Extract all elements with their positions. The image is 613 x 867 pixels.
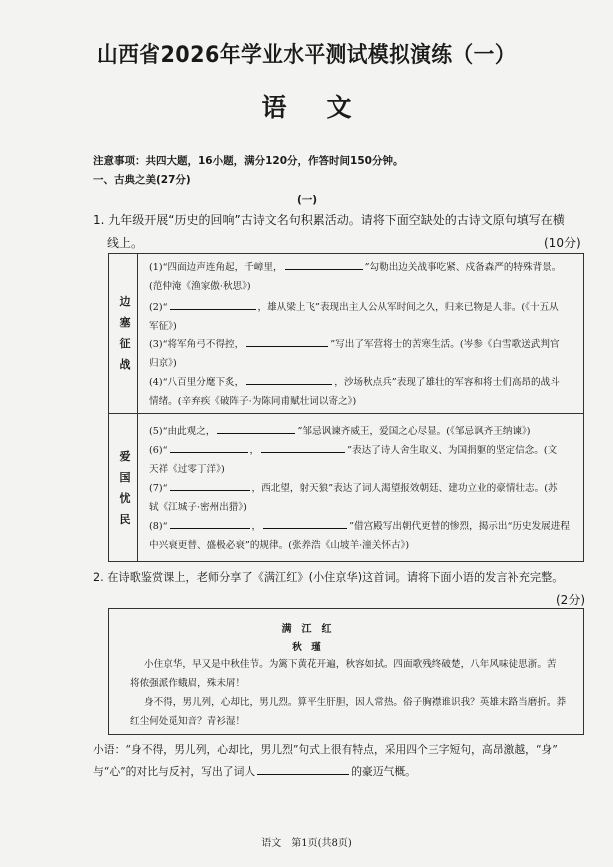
answer-blank-8b[interactable] bbox=[263, 527, 347, 529]
subject-title: 语文 bbox=[261, 93, 392, 122]
q2-answer-line2: 与“心”的对比与反衬，写出了词人 的豪迈气概。 bbox=[93, 765, 416, 778]
section-heading: 一、古典之美(27分) bbox=[93, 174, 191, 186]
item-2-source: 军征》) bbox=[149, 321, 177, 332]
item-8-source: 中兴衰更替、盛极必衰”的规律。(张养浩《山坡羊·潼关怀古》) bbox=[149, 540, 410, 551]
table-column-divider bbox=[137, 253, 138, 561]
category-patriotism: 爱 国 忧 民 bbox=[119, 450, 131, 526]
answer-blank-6a[interactable] bbox=[170, 451, 248, 453]
q1-score: (10分) bbox=[544, 236, 581, 250]
answer-blank-2[interactable] bbox=[170, 308, 256, 310]
answer-blank-5[interactable] bbox=[217, 432, 295, 434]
answer-blank-7[interactable] bbox=[170, 489, 250, 491]
exam-title: 山西省2026年学业水平测试模拟演练（一） bbox=[96, 43, 516, 68]
part-label: (一) bbox=[297, 194, 318, 206]
item-5: (5)“由此观之， ”邹忌讽谏齐威王，爱国之心尽显。(《邹忌讽齐王纳谏》) bbox=[149, 426, 531, 437]
answer-blank-8a[interactable] bbox=[170, 527, 250, 529]
answer-blank-6b[interactable] bbox=[261, 451, 345, 453]
answer-blank-q2[interactable] bbox=[257, 773, 349, 775]
item-4-source: 情绪。(辛弃疾《破阵子·为陈同甫赋壮词以寄之》) bbox=[149, 396, 357, 407]
q2-answer-line1: 小语：“身不得，男儿列，心却比，男儿烈”句式上很有特点，采用四个三字短句，高昂激越，“身” bbox=[93, 743, 558, 756]
item-3-source: 归京》) bbox=[149, 358, 177, 369]
notice-text: 注意事项：共四大题，16小题，满分120分，作答时间150分钟。 bbox=[93, 155, 404, 167]
poem-line-2: 将侬强派作蛾眉，殊未屑！ bbox=[130, 678, 246, 689]
item-4: (4)“八百里分麾下炙， ，沙场秋点兵”表现了雄壮的军容和将士们高昂的战斗 bbox=[149, 377, 560, 388]
item-7: (7)“ ，西北望，射天狼”表达了词人渴望报效朝廷、建功立业的豪情壮志。(苏 bbox=[149, 483, 558, 494]
poem-line-1: 小住京华，早又是中秋佳节。为篱下黄花开遍，秋容如拭。四面歌残终破楚，八年风味徒思浙。苦 bbox=[144, 659, 557, 670]
item-7-source: 轼《江城子·密州出猎》) bbox=[149, 502, 247, 513]
item-1: (1)“四面边声连角起，千嶂里， ”勾勒出边关战事吃紧、戍备森严的特殊背景。 bbox=[149, 262, 562, 273]
q2-line1: 2. 在诗歌鉴赏课上，老师分享了《满江红》(小住京华)这首词。请将下面小语的发言补充完整。 bbox=[93, 571, 564, 584]
item-8: (8)“ ， ”借宫殿写出朝代更替的惨烈，揭示出“历史发展进程 bbox=[149, 521, 570, 532]
table-row-divider bbox=[108, 413, 584, 414]
item-1-source: (范仲淹《渔家傲·秋思》) bbox=[149, 281, 251, 292]
poem-line-4: 红尘何处觅知音？青衫湿！ bbox=[130, 716, 246, 727]
q2-score: (2分) bbox=[556, 593, 585, 607]
category-frontier-war: 边 塞 征 战 bbox=[119, 295, 131, 371]
poem-body bbox=[130, 655, 580, 731]
poem-title: 满 江 红 bbox=[281, 624, 332, 635]
item-6: (6)“ ， ”表达了诗人舍生取义、为国捐躯的坚定信念。(文 bbox=[149, 445, 558, 456]
poem-author: 秋 瑾 bbox=[292, 642, 321, 653]
page-footer: 语文 第1页(共8页) bbox=[261, 838, 352, 849]
item-3: (3)“将军角弓不得控， ”写出了军营将士的苦寒生活。(岑参《白雪歌送武判官 bbox=[149, 339, 560, 350]
poem-line-3: 身不得，男儿列，心却比，男儿烈。算平生肝胆，因人常热。俗子胸襟谁识我？英雄末路当磨折。莽 bbox=[144, 697, 567, 708]
answer-blank-4[interactable] bbox=[246, 383, 332, 385]
answer-blank-3[interactable] bbox=[246, 345, 328, 347]
q1-line2: 线上。 bbox=[107, 236, 144, 250]
item-2: (2)“ ，雄从梁上飞”表现出主人公从军时间之久，归来已物是人非。(《十五从 bbox=[149, 302, 559, 313]
q1-line1: 1. 九年级开展“历史的回响”古诗文名句积累活动。请将下面空缺处的古诗文原句填写在横 bbox=[93, 213, 565, 227]
item-6-source: 天祥《过零丁洋》) bbox=[149, 464, 225, 475]
answer-blank-1[interactable] bbox=[285, 268, 363, 270]
